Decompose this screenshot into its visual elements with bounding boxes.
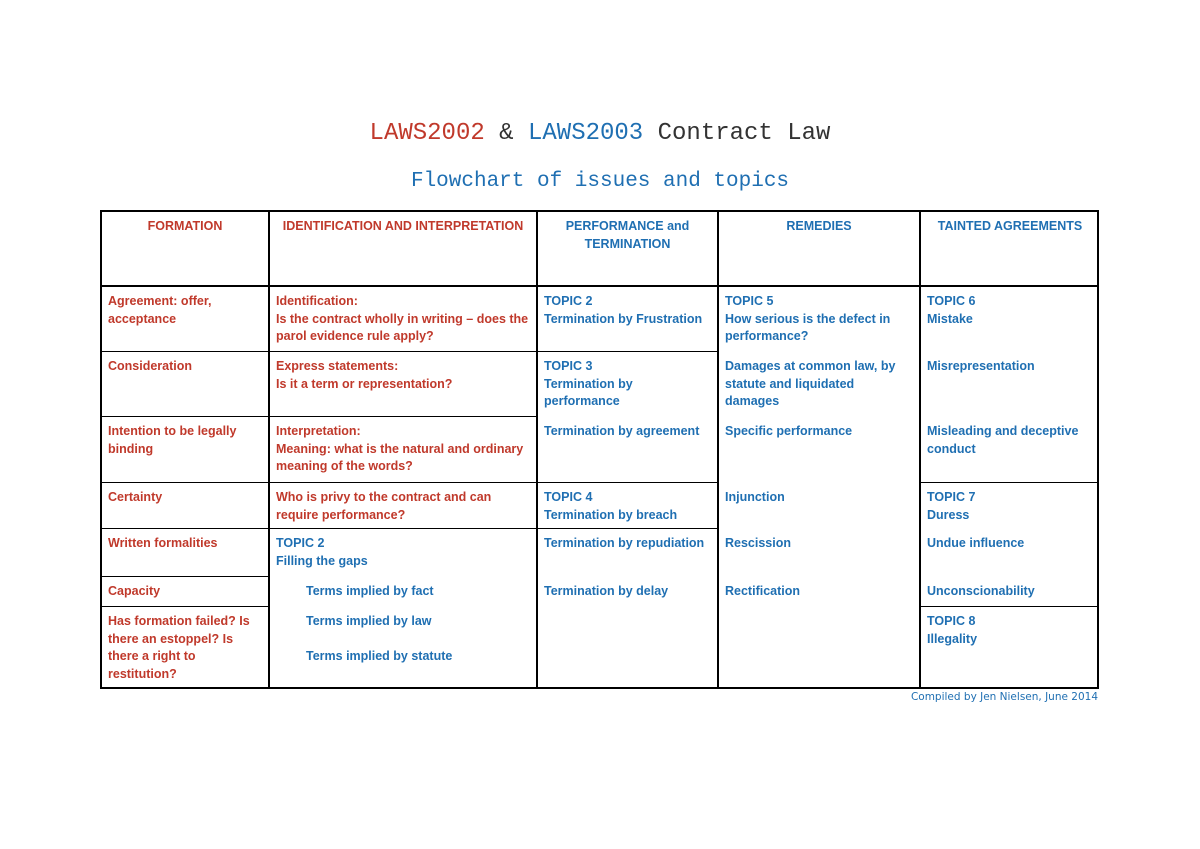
- rem-injunction: Injunction: [725, 490, 785, 504]
- ident-implied-statute: Terms implied by statute: [306, 649, 453, 663]
- perf-topic2-label: TOPIC 2: [544, 294, 593, 308]
- perf-topic4-label: TOPIC 4: [544, 490, 593, 504]
- formation-intention: Intention to be legally binding: [108, 424, 237, 456]
- title-ampersand: &: [499, 120, 514, 147]
- ident-identification-body: Is the contract wholly in writing – does the parol evidence rule apply?: [276, 311, 529, 343]
- rem-topic5-label: TOPIC 5: [725, 294, 774, 308]
- ident-interpretation: [270, 418, 536, 476]
- taint-duress: Duress: [927, 507, 970, 522]
- ident-express-body: Is it a term or representation?: [276, 376, 453, 391]
- formation-capacity: Capacity: [108, 584, 161, 598]
- perf-topic2: [538, 288, 717, 328]
- rem-damages: Damages at common law, by statute and liquidated damages: [725, 359, 896, 408]
- ident-topic2-label: TOPIC 2: [276, 536, 325, 550]
- course-code-laws2003: LAWS2003: [527, 120, 644, 147]
- taint-topic8-label: TOPIC 8: [927, 614, 976, 628]
- ident-identification-heading: Identification:: [276, 294, 358, 308]
- ident-express-heading: Express statements:: [276, 359, 399, 373]
- ident-implied-law: Terms implied by law: [306, 614, 432, 628]
- taint-illegality: Illegality: [927, 631, 978, 646]
- ident-filling-gaps: Filling the gaps: [276, 553, 368, 568]
- formation-agreement: Agreement: offer, acceptance: [108, 294, 212, 326]
- flowchart-table: [100, 210, 1099, 689]
- perf-agreement: Termination by agreement: [544, 424, 700, 438]
- taint-misrep: Misrepresentation: [927, 359, 1035, 373]
- perf-repudiation: Termination by repudiation: [544, 536, 705, 550]
- title-rest: Contract Law: [657, 120, 831, 147]
- taint-topic6-label: TOPIC 6: [927, 294, 976, 308]
- taint-mistake: Mistake: [927, 311, 973, 326]
- taint-topic7: [921, 484, 1099, 524]
- course-code-laws2002: LAWS2002: [369, 120, 485, 147]
- taint-topic8: [921, 608, 1099, 648]
- ident-express: [270, 353, 536, 393]
- taint-undue: Undue influence: [927, 536, 1025, 550]
- header-remedies: REMEDIES: [786, 219, 852, 233]
- header-formation: FORMATION: [147, 219, 223, 233]
- document-title: [0, 120, 1200, 147]
- formation-consideration: Consideration: [108, 359, 193, 373]
- taint-misleading: Misleading and deceptive conduct: [927, 424, 1079, 456]
- header-identification: IDENTIFICATION AND INTERPRETATION: [282, 219, 524, 233]
- rem-rectification: Rectification: [725, 584, 801, 598]
- perf-frustration: Termination by Frustration: [544, 311, 703, 326]
- ident-interpretation-heading: Interpretation:: [276, 424, 361, 438]
- perf-by-performance: Termination by performance: [544, 376, 633, 408]
- formation-written: Written formalities: [108, 536, 218, 550]
- perf-topic4: [538, 484, 717, 524]
- header-performance: PERFORMANCE and TERMINATION: [565, 219, 690, 251]
- perf-breach: Termination by breach: [544, 507, 678, 522]
- compiled-by-footer: Compiled by Jen Nielsen, June 2014: [910, 691, 1098, 703]
- formation-certainty: Certainty: [108, 490, 163, 504]
- rem-rescission: Rescission: [725, 536, 792, 550]
- taint-unconscionability: Unconscionability: [927, 584, 1035, 598]
- ident-identification: [270, 288, 536, 346]
- rem-topic5: [719, 288, 909, 346]
- perf-topic3-label: TOPIC 3: [544, 359, 593, 373]
- ident-implied-fact: Terms implied by fact: [306, 584, 434, 598]
- rem-serious: How serious is the defect in performance?: [725, 311, 891, 343]
- rem-specific: Specific performance: [725, 424, 853, 438]
- perf-delay: Termination by delay: [544, 584, 669, 598]
- taint-topic7-label: TOPIC 7: [927, 490, 976, 504]
- document-subtitle: Flowchart of issues and topics: [410, 170, 790, 193]
- ident-interpretation-body: Meaning: what is the natural and ordinary meaning of the words?: [276, 441, 524, 473]
- ident-topic2: [270, 530, 536, 570]
- header-tainted: TAINTED AGREEMENTS: [937, 219, 1083, 233]
- ident-privity: Who is privy to the contract and can require performance?: [276, 490, 492, 522]
- formation-failed: Has formation failed? Is there an estoppel? Is there a right to restitution?: [108, 614, 250, 681]
- taint-topic6: [921, 288, 1099, 328]
- perf-topic3: [538, 353, 678, 411]
